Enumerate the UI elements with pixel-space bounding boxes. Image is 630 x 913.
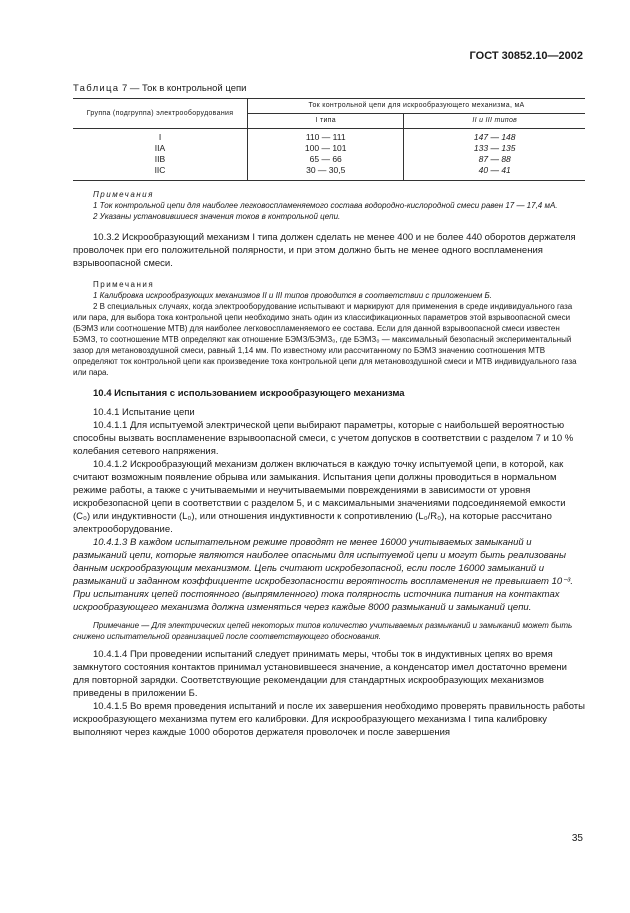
notes-title: Примечания	[93, 280, 155, 289]
paragraph-10-4-1-3: 10.4.1.3 В каждом испытательном режиме проводят не менее 16000 учитываемых замыканий и размыканий цепи, которые являются наиболее опасными для испытуемой цепи и могут быть реализованы данным искрообразующим механизмом. Цепь считают искробезопасной, если после 16000 замыканий и размыканий и заданном коэффициенте искробезопасности вероятность воспламенения не превышает 10⁻³. При испытаниях цепей постоянного (выпрямленного) тока полярность источника питания на контактах искрообразующего механизма должна изменяться через каждые 8000 размыканий и замыканий цепи.	[73, 537, 573, 613]
note-text: 1 Ток контрольной цепи для наиболее легковоспламеняемого состава водородно-кислородной смеси равен 17 — 17,4 мА.	[93, 201, 558, 210]
paragraph-10-4-1-4: 10.4.1.4 При проведении испытаний следует принимать меры, чтобы ток в индуктивных цепях во время замкнутого состояния контактов принимал установившееся значение, а конденсатор имел достаточно времени для повторной зарядки. Соответствующие рекомендации для стандартных искрообразующих механизмов приведены в приложении Б.	[73, 649, 567, 699]
type1-column	[248, 129, 404, 181]
group-column	[73, 129, 248, 181]
table-cell: 100 — 101	[304, 143, 347, 153]
page-body	[73, 82, 585, 739]
table-cell: 40 — 41	[478, 165, 511, 175]
note-text: 2 Указаны установившиеся значения токов в контрольной цепи.	[93, 212, 341, 221]
table-cell: 30 — 30,5	[306, 165, 346, 175]
notes-block-1	[73, 189, 585, 222]
section-heading-10-4: 10.4 Испытания с использованием искрообразующего механизма	[93, 388, 405, 399]
note-text: 2 В специальных случаях, когда электрооборудование испытывают и маркируют для применения в среде индивидуального газа или пара, для выбора тока контрольной цепи необходимо знать один из классификационных параметров этой взрывоопасной смеси (БЭМЗ или соотношение МТВ) для наиболее легковоспламеняемого ее состава. Если для данной взрывоопасной смеси известен БЭМЗ, то соотношение МТВ определяют как отношение БЭМЗ/БЭМЗ₀, где БЭМЗ₀ — максимальный безопасный экспериментальный зазор для метановоздушной смеси, равный 1,14 мм. По известному или рассчитанному по БЭМЗ значению соотношения МТВ определяют ток контрольной цепи как произведение тока контрольной цепи для метановоздушной смеси и МТВ индивидуального газа или пара.	[73, 302, 577, 377]
paragraph-10-4-1-5: 10.4.1.5 Во время проведения испытаний и после их завершения необходимо проверять правильность работы искрообразующего механизма путем его калибровки. Для искрообразующего механизма I типа калибровку выполняют через каждые 1000 оборотов держателя проволочек и после завершения	[73, 701, 585, 738]
table-cell: IIB	[154, 154, 166, 164]
notes-block-2	[73, 279, 585, 378]
table-cell: I	[158, 132, 162, 142]
col-header-current: Ток контрольной цепи для искрообразующего механизма, мА	[248, 99, 586, 114]
table-cell: 133 — 135	[473, 143, 516, 153]
col-header-group: Группа (подгруппа) электрооборудования	[73, 99, 248, 129]
table-cell: 110 — 111	[305, 132, 346, 142]
table-cell: IIC	[154, 165, 166, 175]
table-cell: 87 — 88	[478, 154, 511, 164]
table-caption-label: Таблица	[73, 83, 120, 94]
type2-column	[404, 129, 585, 181]
note-text: 1 Калибровка искрообразующих механизмов II и III типов проводится в соответствии с приложением Б.	[93, 291, 492, 300]
col-header-type1: I типа	[248, 114, 404, 129]
notes-title: Примечания	[93, 190, 154, 199]
subsection-heading-10-4-1: 10.4.1 Испытание цепи	[93, 407, 195, 418]
paragraph-10-4-1-1: 10.4.1.1 Для испытуемой электрической цепи выбирают параметры, которые с наибольшей вероятностью способны вызвать воспламенение взрывоопасной смеси, с учетом допусков в соответствии с разделом 7 и 10 % колебания сетевого напряжения.	[73, 420, 574, 457]
paragraph-10-3-2: 10.3.2 Искрообразующий механизм I типа должен сделать не менее 400 и не более 440 оборотов держателя проволочек при его положительной полярности, и при этом должно быть не менее одного воспламенения взрывоопасной смеси.	[73, 232, 576, 269]
page-number: 35	[571, 833, 583, 844]
note-paragraph: Примечание — Для электрических цепей некоторых типов количество учитываемых размыканий и замыканий может быть снижено испытательной организацией после соответствующего обоснования.	[73, 621, 573, 641]
col-header-type2: II и III типов	[404, 114, 585, 129]
paragraph-10-4-1-2: 10.4.1.2 Искрообразующий механизм должен включаться в каждую точку испытуемой цепи, в которой, как считают возможным появление обрыва или замыкания. Испытания цепи должны проводиться в нормальном режиме работы, а также с учитываемыми и неучитываемыми повреждениями в зависимости от уровня искробезопасной цепи в соответствии с разделом 5, и с максимальными значениями подсоединяемой емкости (C₀) или индуктивности (L₀), или отношения индуктивности к сопротивлению (L₀/R₀), на которые рассчитано электрооборудование.	[73, 459, 566, 535]
table-cell: 147 — 148	[473, 132, 516, 142]
table-cell: 65 — 66	[309, 154, 342, 164]
table-caption-text: 7 — Ток в контрольной цепи	[122, 83, 247, 94]
doc-code: ГОСТ 30852.10—2002	[469, 50, 583, 62]
current-table	[73, 98, 585, 181]
table-caption	[73, 82, 585, 95]
table-cell: IIA	[154, 143, 166, 153]
